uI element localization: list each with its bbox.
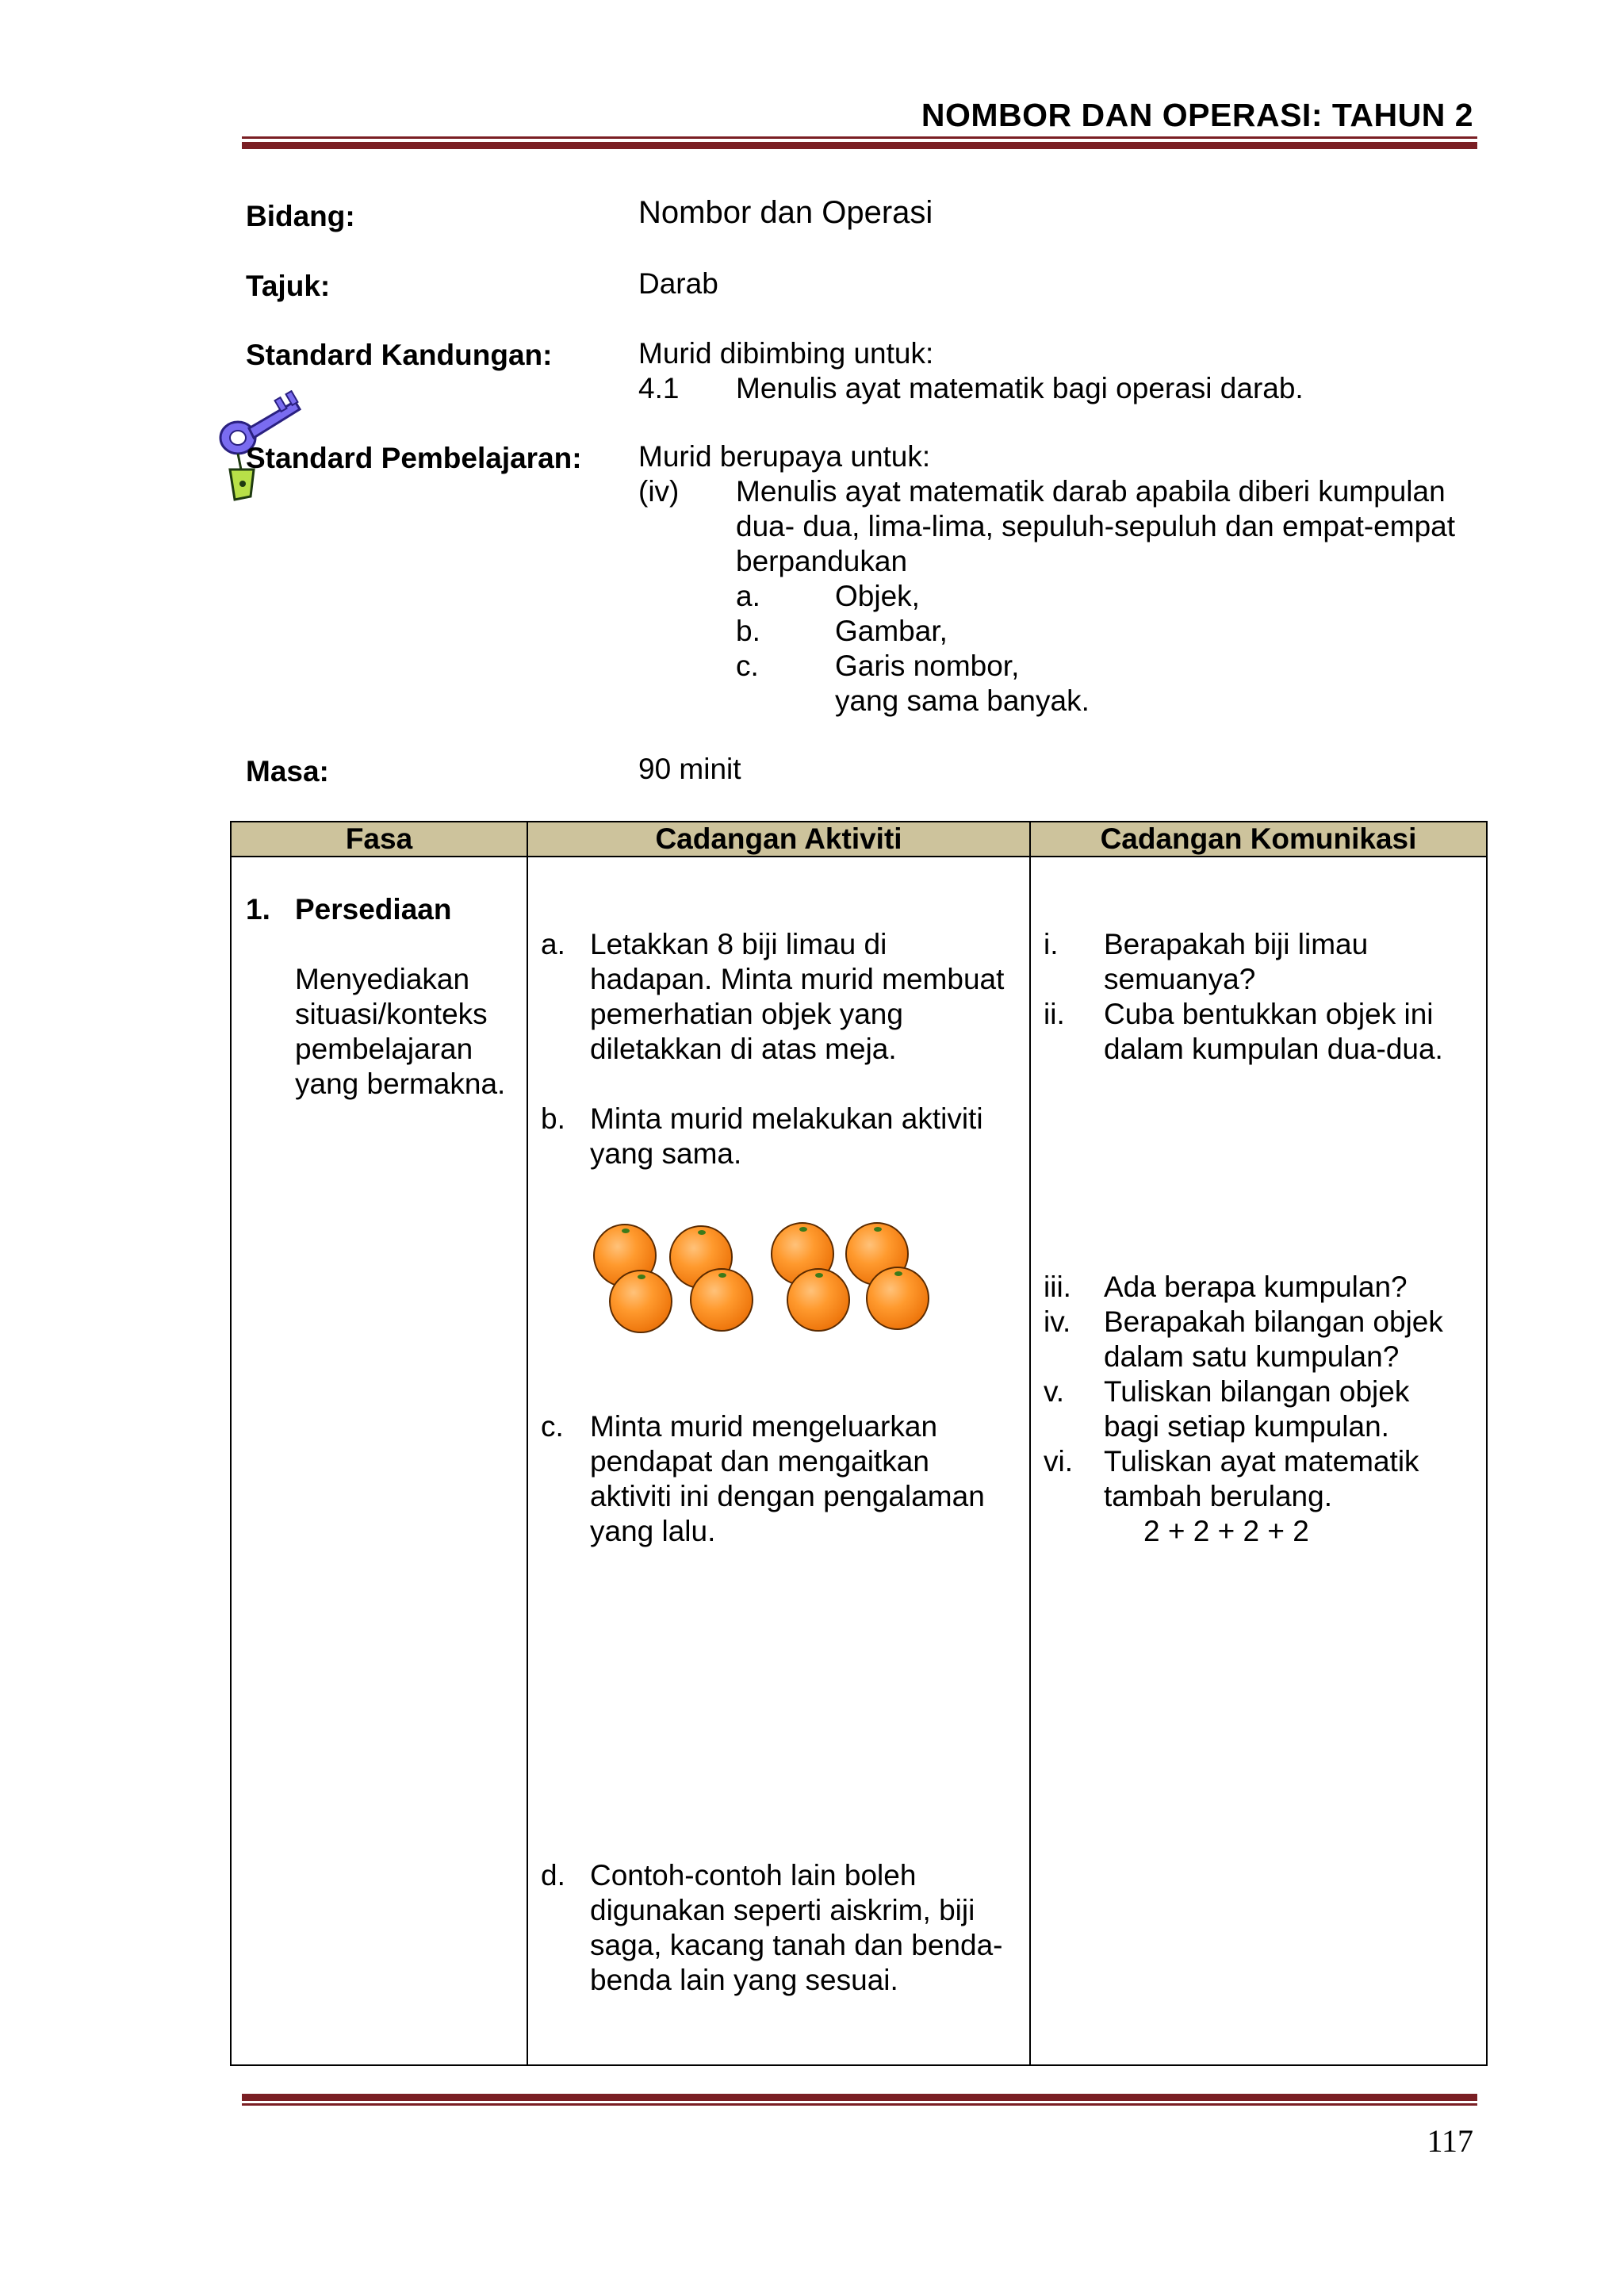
aktiviti-c-line-1: Minta murid mengeluarkan — [590, 1410, 938, 1443]
standard-kandungan-label: Standard Kandungan: — [246, 339, 553, 371]
aktiviti-d-line-1: Contoh-contoh lain boleh — [590, 1859, 917, 1892]
aktiviti-b-line-2: yang sama. — [590, 1137, 742, 1170]
standard-pembelajaran-label: Standard Pembelajaran: — [246, 442, 582, 474]
orange — [609, 1270, 672, 1333]
header-rule-thick — [242, 142, 1477, 149]
komunikasi-iv-line-2: dalam satu kumpulan? — [1104, 1340, 1400, 1373]
table-header-row — [232, 822, 1486, 857]
orange — [690, 1268, 753, 1332]
masa-value: 90 minit — [638, 753, 741, 785]
aktiviti-marker-c: c. — [541, 1410, 564, 1443]
footer-rule-thick — [242, 2094, 1477, 2101]
standard-kandungan-text: Menulis ayat matematik bagi operasi darab. — [736, 372, 1304, 404]
fasa-desc-2: situasi/konteks — [295, 998, 488, 1030]
column-divider-1 — [527, 822, 528, 2064]
orange — [787, 1268, 850, 1332]
header-cadangan-komunikasi: Cadangan Komunikasi — [1100, 822, 1417, 855]
lesson-table — [230, 821, 1488, 2066]
subitem-letter-a: a. — [736, 580, 760, 612]
komunikasi-iv-line-1: Berapakah bilangan objek — [1104, 1305, 1443, 1338]
subitem-text-c: Garis nombor, — [835, 650, 1020, 682]
aktiviti-a-line-3: pemerhatian objek yang — [590, 998, 903, 1030]
aktiviti-a-line-4: diletakkan di atas meja. — [590, 1033, 897, 1065]
masa-label: Masa: — [246, 755, 329, 788]
header-fasa: Fasa — [345, 822, 413, 855]
aktiviti-c-line-4: yang lalu. — [590, 1515, 716, 1547]
subitem-letter-c: c. — [736, 650, 759, 682]
komunikasi-marker-iv: iv. — [1044, 1305, 1071, 1338]
subitem-text-a: Objek, — [835, 580, 920, 612]
orange — [866, 1267, 929, 1330]
page-header-title: NOMBOR DAN OPERASI: TAHUN 2 — [921, 97, 1473, 133]
standard-pembelajaran-line-3: berpandukan — [736, 545, 908, 577]
aktiviti-d-line-2: digunakan seperti aiskrim, biji — [590, 1894, 975, 1926]
komunikasi-ii-line-2: dalam kumpulan dua-dua. — [1104, 1033, 1443, 1065]
komunikasi-marker-iii: iii. — [1044, 1271, 1071, 1303]
header-cadangan-aktiviti: Cadangan Aktiviti — [655, 822, 902, 855]
standard-kandungan-num: 4.1 — [638, 372, 680, 404]
column-divider-2 — [1029, 822, 1031, 2064]
fasa-number: 1. — [246, 893, 270, 926]
aktiviti-b-line-1: Minta murid melakukan aktiviti — [590, 1102, 983, 1135]
komunikasi-vi-line-2: tambah berulang. — [1104, 1480, 1332, 1512]
tajuk-value: Darab — [638, 267, 718, 300]
komunikasi-marker-ii: ii. — [1044, 998, 1065, 1030]
komunikasi-v-line-1: Tuliskan bilangan objek — [1104, 1375, 1410, 1408]
aktiviti-marker-a: a. — [541, 928, 565, 960]
fasa-desc-1: Menyediakan — [295, 963, 470, 995]
komunikasi-ii-line-1: Cuba bentukkan objek ini — [1104, 998, 1434, 1030]
aktiviti-marker-d: d. — [541, 1859, 565, 1892]
aktiviti-d-line-4: benda lain yang sesuai. — [590, 1964, 898, 1996]
subitem-letter-b: b. — [736, 615, 760, 647]
komunikasi-marker-v: v. — [1044, 1375, 1065, 1408]
standard-pembelajaran-intro: Murid berupaya untuk: — [638, 440, 931, 473]
komunikasi-i-line-1: Berapakah biji limau — [1104, 928, 1369, 960]
footer-rule-thin — [242, 2103, 1477, 2106]
komunikasi-i-line-2: semuanya? — [1104, 963, 1256, 995]
tajuk-label: Tajuk: — [246, 270, 331, 302]
standard-pembelajaran-line-1: Menulis ayat matematik darab apabila diberi kumpulan — [736, 475, 1446, 508]
fasa-desc-3: pembelajaran — [295, 1033, 473, 1065]
bidang-label: Bidang: — [246, 200, 355, 232]
aktiviti-a-line-1: Letakkan 8 biji limau di — [590, 928, 887, 960]
standard-pembelajaran-closing: yang sama banyak. — [835, 684, 1090, 717]
standard-pembelajaran-line-2: dua- dua, lima-lima, sepuluh-sepuluh dan empat-empat — [736, 510, 1456, 542]
komunikasi-vi-line-1: Tuliskan ayat matematik — [1104, 1445, 1419, 1478]
equation: 2 + 2 + 2 + 2 — [1143, 1515, 1309, 1547]
komunikasi-iii-line-1: Ada berapa kumpulan? — [1104, 1271, 1408, 1303]
fasa-title: Persediaan — [295, 893, 452, 926]
aktiviti-c-line-2: pendapat dan mengaitkan — [590, 1445, 929, 1478]
bidang-value: Nombor dan Operasi — [638, 195, 933, 230]
standard-kandungan-intro: Murid dibimbing untuk: — [638, 337, 934, 370]
aktiviti-c-line-3: aktiviti ini dengan pengalaman — [590, 1480, 985, 1512]
standard-pembelajaran-num: (iv) — [638, 475, 680, 508]
aktiviti-a-line-2: hadapan. Minta murid membuat — [590, 963, 1005, 995]
komunikasi-v-line-2: bagi setiap kumpulan. — [1104, 1410, 1389, 1443]
subitem-text-b: Gambar, — [835, 615, 948, 647]
page-number: 117 — [1427, 2123, 1473, 2159]
aktiviti-d-line-3: saga, kacang tanah dan benda- — [590, 1929, 1003, 1961]
header-rule-thin — [242, 136, 1477, 139]
komunikasi-marker-i: i. — [1044, 928, 1059, 960]
komunikasi-marker-vi: vi. — [1044, 1445, 1073, 1478]
fasa-desc-4: yang bermakna. — [295, 1068, 506, 1100]
aktiviti-marker-b: b. — [541, 1102, 565, 1135]
